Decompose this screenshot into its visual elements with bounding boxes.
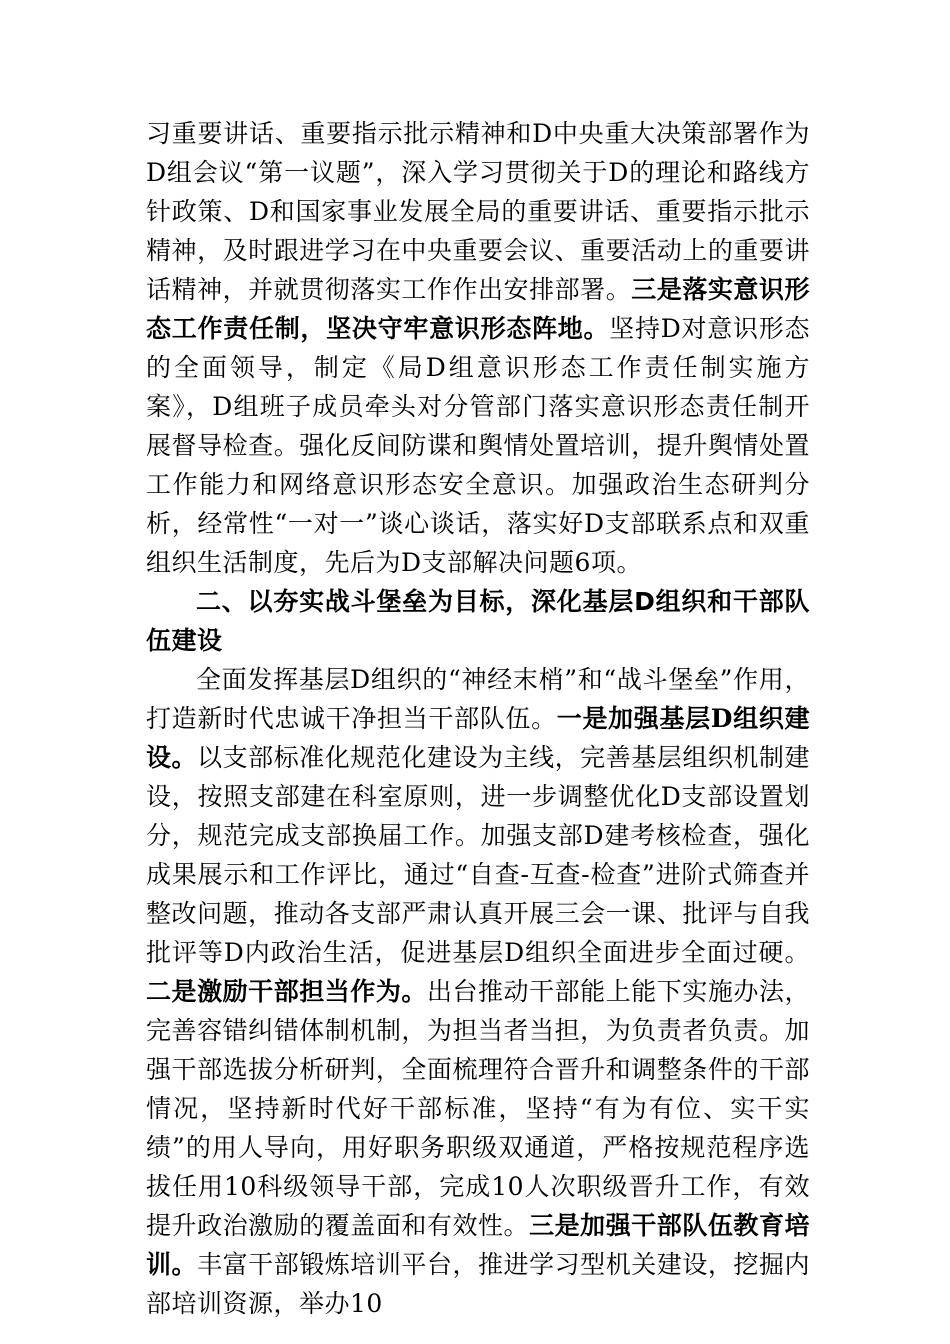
paragraph-body xyxy=(146,660,810,1323)
paragraph-continuation xyxy=(146,114,810,582)
body-text: 全面发挥基层D组织的“神经末梢”和“战斗堡垒”作用，打造新时代忠诚干净担当干部队伍。 xyxy=(146,665,810,733)
body-text: 丰富干部锻炼培训平台，推进学习型机关建设，挖掘内部培训资源，举办10 xyxy=(146,1250,810,1318)
section-heading-text: 二、以夯实战斗堡垒为目标，深化基层D组织和干部队伍建设 xyxy=(146,587,810,655)
bold-lead-sentence: 三是加强干部队伍教育培训。 xyxy=(146,1211,810,1279)
bold-lead-sentence: 一是加强基层D组织建设。 xyxy=(146,704,810,772)
bold-lead-sentence: 二是激励干部担当作为。 xyxy=(146,977,427,1006)
body-text: 以支部标准化规范化建设为主线，完善基层组织机制建设，按照支部建在科室原则，进一步调整优化D支部设置划分，规范完成支部换届工作。加强支部D建考核检查，强化成果展示和工作评比，通过“自查-互查-检查”进阶式筛查并整改问题，推动各支部严肃认真开展三会一课、批评与自我批评等D内政治生活，促进基层D组织全面进步全面过硬。 xyxy=(146,743,810,967)
section-heading xyxy=(146,582,810,660)
body-text: 习重要讲话、重要指示批示精神和D中央重大决策部署作为D组会议“第一议题”，深入学习贯彻关于D的理论和路线方针政策、D和国家事业发展全局的重要讲话、重要指示批示精神，及时跟进学习在中央重要会议、重要活动上的重要讲话精神，并就贯彻落实工作作出安排部署。 xyxy=(146,119,810,304)
body-text: 出台推动干部能上能下实施办法，完善容错纠错体制机制，为担当者当担，为负责者负责。加强干部选拔分析研判，全面梳理符合晋升和调整条件的干部情况，坚持新时代好干部标准，坚持“有为有位、实干实绩”的用人导向，用好职务职级双通道，严格按规范程序选拔任用10科级领导干部，完成10人次职级晋升工作，有效提升政治激励的覆盖面和有效性。 xyxy=(146,977,810,1240)
bold-lead-sentence: 三是落实意识形态工作责任制，坚决守牢意识形态阵地。 xyxy=(146,275,810,343)
document-page xyxy=(146,114,810,1323)
body-text: 坚持D对意识形态的全面领导，制定《局D组意识形态工作责任制实施方案》，D组班子成员牵头对分管部门落实意识形态责任制开展督导检查。强化反间防谍和舆情处置培训，提升舆情处置工作能力和网络意识形态安全意识。加强政治生态研判分析，经常性“一对一”谈心谈话，落实好D支部联系点和双重组织生活制度，先后为D支部解决问题6项。 xyxy=(146,314,810,577)
